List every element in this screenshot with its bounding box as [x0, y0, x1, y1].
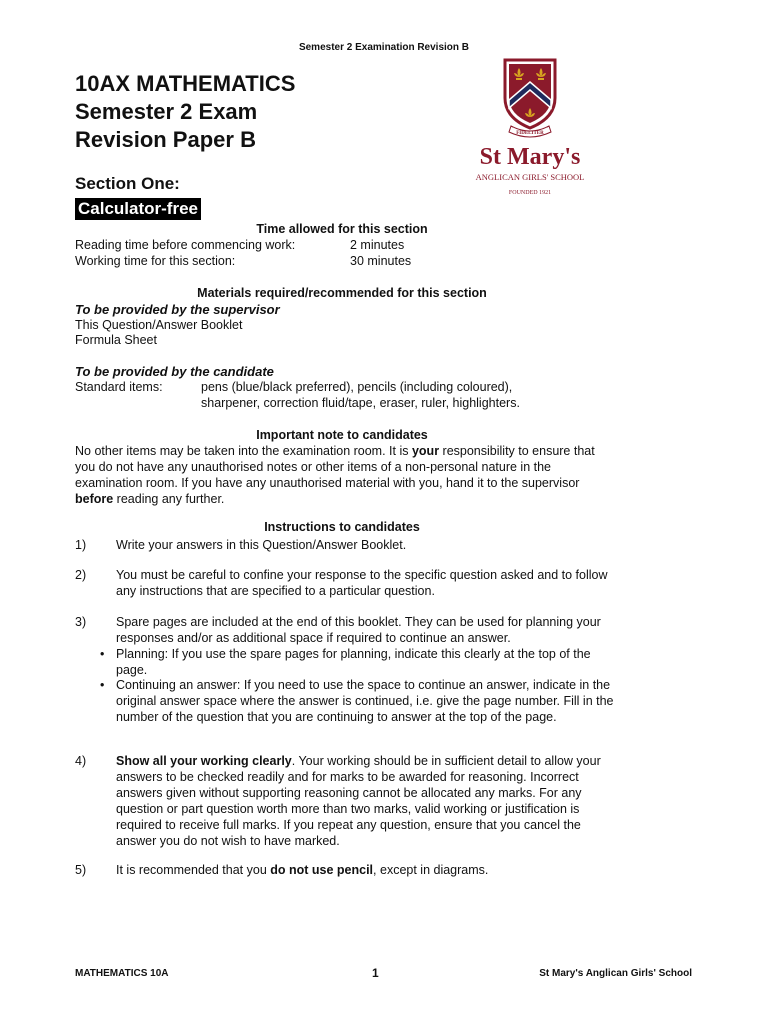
bullet-icon: •: [100, 647, 105, 661]
title-line-3: Revision Paper B: [75, 127, 256, 152]
note-text-3: reading any further.: [113, 492, 225, 506]
instruction-text: [116, 862, 616, 878]
supervisor-item: Formula Sheet: [75, 333, 157, 347]
note-text-1: No other items may be taken into the examination room. It is: [75, 444, 412, 458]
page-number: 1: [372, 966, 379, 980]
bullet-text: Planning: If you use the spare pages for planning, indicate this clearly at the top of the page.: [116, 647, 591, 677]
note-emphasis-your: your: [411, 444, 440, 458]
instruction-text-end: , except in diagrams.: [373, 863, 489, 877]
standard-items-line-1: pens (blue/black preferred), pencils (including coloured),: [201, 380, 513, 394]
motto-text: FIDELITER: [516, 131, 544, 136]
section-subheading: Calculator-free: [75, 198, 201, 220]
supervisor-item: This Question/Answer Booklet: [75, 318, 243, 332]
instruction-emphasis: Show all your working clearly: [116, 754, 292, 768]
title-line-2: Semester 2 Exam: [75, 99, 258, 124]
footer-right: St Mary's Anglican Girls' School: [539, 968, 692, 979]
instruction-number: 2): [75, 568, 87, 582]
supervisor-heading: To be provided by the supervisor: [75, 302, 280, 317]
instruction-number: 3): [75, 615, 87, 629]
instruction-text: You must be careful to confine your response to the specific question asked and to follow any instructions that are specified to a particular question.: [116, 568, 608, 598]
reading-time-row: [75, 238, 405, 252]
instruction-number: 1): [75, 538, 87, 552]
materials-heading: Materials required/recommended for this section: [197, 286, 487, 300]
title-line-1: 10AX MATHEMATICS: [75, 71, 296, 96]
standard-items-label: Standard items:: [75, 380, 163, 394]
working-time-label: Working time for this section:: [75, 254, 236, 268]
bullet-icon: •: [100, 678, 105, 692]
instruction-number: 4): [75, 754, 87, 768]
reading-time-value: 2 minutes: [350, 238, 405, 252]
instruction-text: [116, 753, 616, 849]
reading-time-label: Reading time before commencing work:: [75, 238, 296, 252]
running-header: Semester 2 Examination Revision B: [298, 42, 470, 53]
bullet-text: Continuing an answer: If you need to use the space to continue an answer, indicate in the original answer space where the answer is continued, i.e. give the page number. Fill in the number of the question that you are continuing to answer at the top of the page.: [116, 678, 614, 724]
note-text-2: responsibility to ensure that you do not have any unauthorised notes or other items of a non-personal nature in the examination room. If you have any unauthorised material with you, hand it to the supervisor: [75, 444, 595, 490]
working-time-value: 30 minutes: [350, 254, 412, 268]
instruction-text-start: It is recommended that you: [116, 863, 271, 877]
school-subname: ANGLICAN GIRLS' SCHOOL: [475, 172, 585, 182]
document-title: [75, 70, 295, 154]
footer-left: MATHEMATICS 10A: [75, 968, 169, 979]
time-heading: Time allowed for this section: [256, 222, 428, 236]
instruction-text: Write your answers in this Question/Answer Booklet.: [116, 538, 407, 552]
instructions-heading: Instructions to candidates: [264, 520, 420, 534]
note-paragraph: [75, 443, 610, 507]
note-heading: Important note to candidates: [256, 428, 428, 442]
instruction-number: 5): [75, 863, 87, 877]
founded-text: FOUNDED 1921: [508, 190, 552, 196]
instruction-text: Spare pages are included at the end of this booklet. They can be used for planning your responses and/or as additional space if required to continue an answer.: [116, 615, 601, 645]
standard-items-row: [75, 380, 513, 394]
note-emphasis-before: before: [75, 492, 114, 506]
school-crest-logo: [455, 56, 605, 206]
section-heading: Section One:: [75, 174, 180, 193]
instruction-text-rest: . Your working should be in sufficient detail to allow your answers to be checked readily and for marks to be awarded for reasoning. Incorrect answers given without supporting reasoning cannot be allocated any marks. For any question or part question worth more than two marks, valid working or justification is required to receive full marks. If you repeat any question, ensure that you cancel the answer you do not wish to have marked.: [116, 754, 601, 848]
instruction-emphasis: do not use pencil: [270, 863, 374, 877]
candidate-heading: To be provided by the candidate: [75, 364, 274, 379]
working-time-row: [75, 254, 412, 268]
school-name: St Mary's: [479, 144, 581, 170]
standard-items-line-2: sharpener, correction fluid/tape, eraser, ruler, highlighters.: [201, 396, 520, 410]
